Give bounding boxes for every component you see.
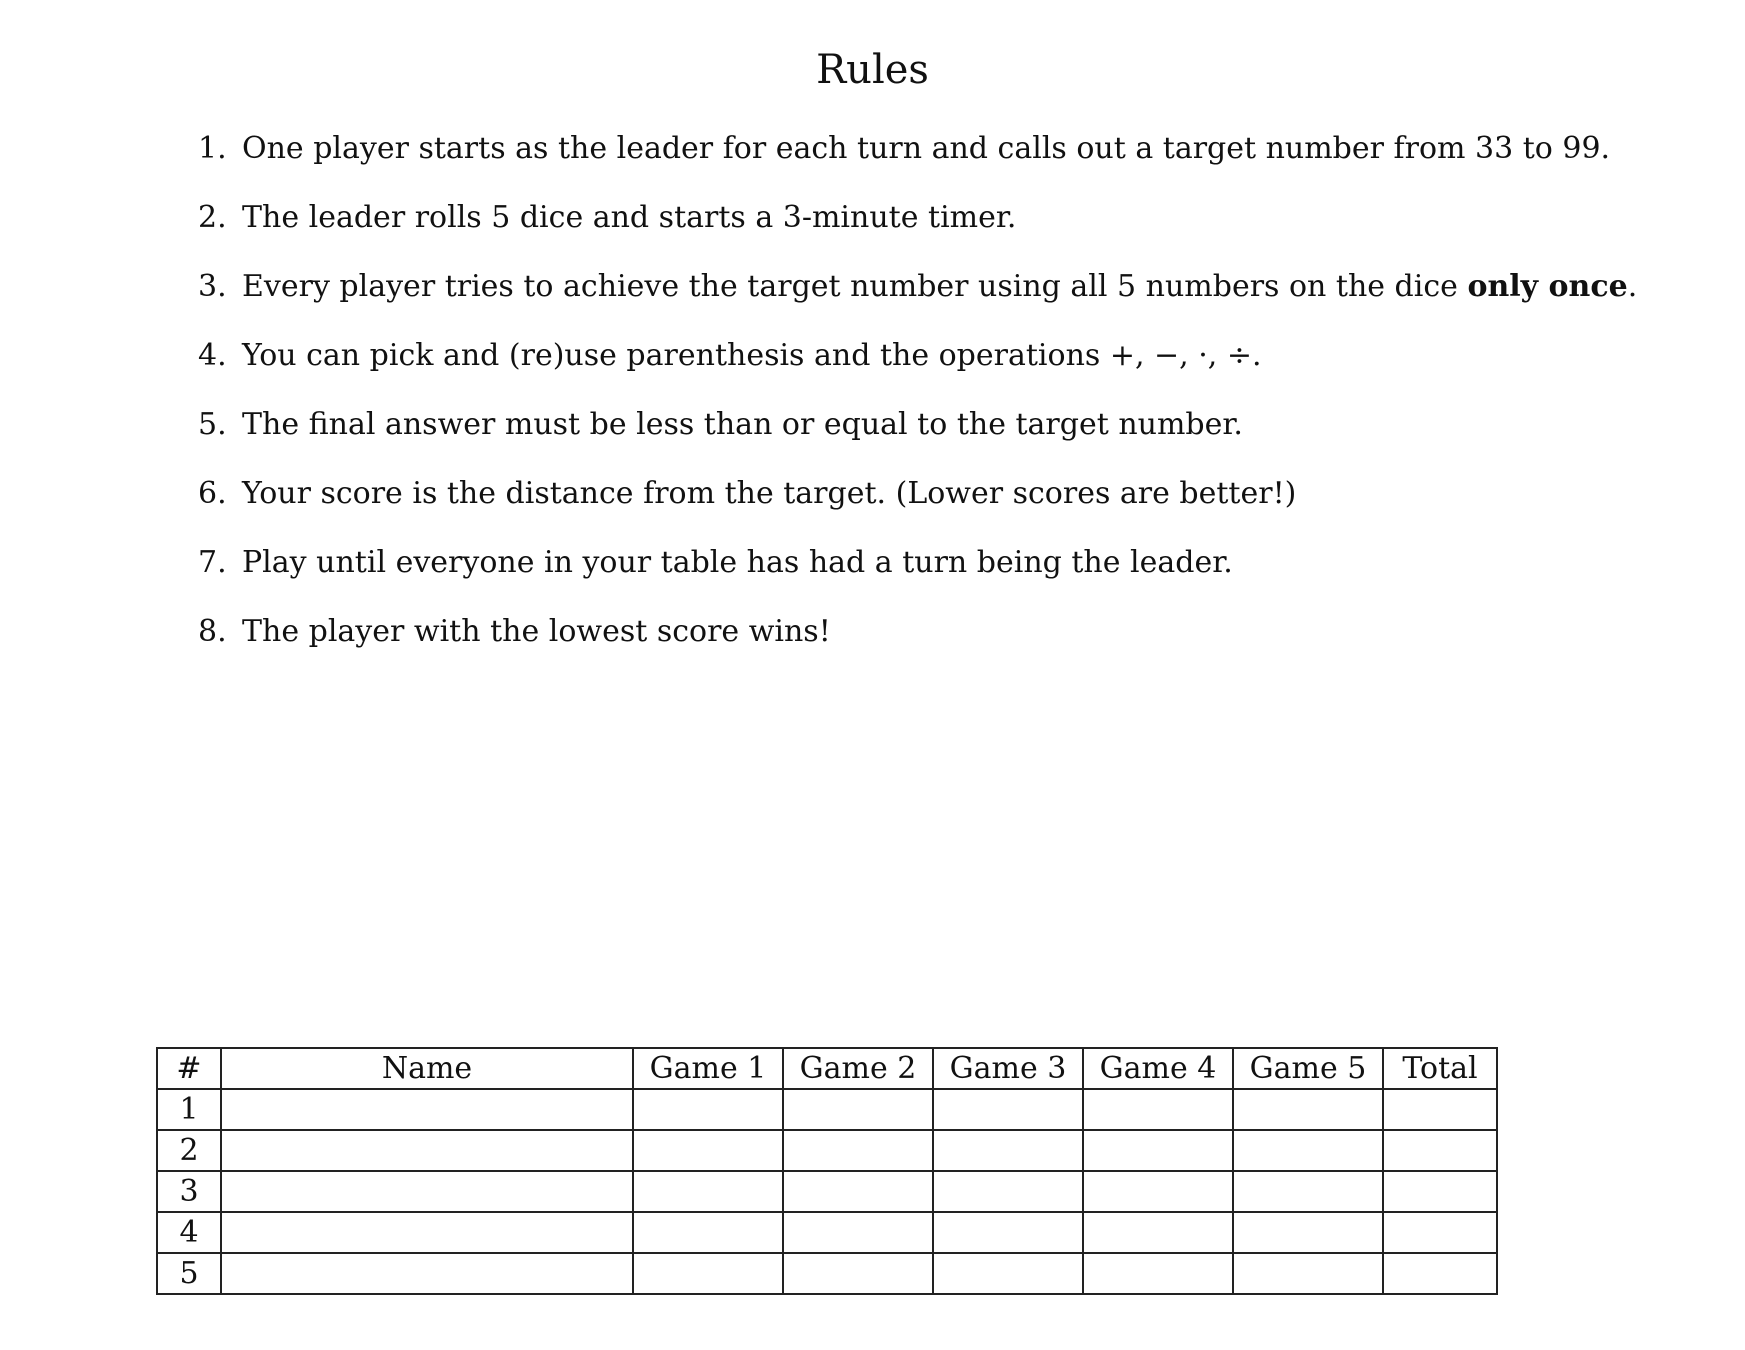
total-cell[interactable] bbox=[1383, 1130, 1497, 1171]
game-2-cell[interactable] bbox=[783, 1130, 933, 1171]
game-5-cell[interactable] bbox=[1233, 1171, 1383, 1212]
header-name: Name bbox=[221, 1048, 633, 1089]
total-cell[interactable] bbox=[1383, 1212, 1497, 1253]
game-2-cell[interactable] bbox=[783, 1089, 933, 1130]
table-row bbox=[157, 1212, 1497, 1253]
rule-item bbox=[198, 266, 1658, 335]
page-title: Rules bbox=[816, 47, 929, 93]
game-4-cell[interactable] bbox=[1083, 1253, 1233, 1294]
rule-text: The player with the lowest score wins! bbox=[242, 614, 831, 649]
rule-item bbox=[198, 542, 1658, 611]
rule-number: 2. bbox=[198, 200, 227, 235]
rule-text: You can pick and (re)use parenthesis and the operations +, −, ·, ÷. bbox=[242, 338, 1262, 373]
rule-text-part: Every player tries to achieve the target number using all 5 numbers on the dice bbox=[242, 269, 1468, 304]
game-4-cell[interactable] bbox=[1083, 1089, 1233, 1130]
rule-emphasis: only once bbox=[1467, 269, 1628, 304]
game-1-cell[interactable] bbox=[633, 1253, 783, 1294]
name-cell[interactable] bbox=[221, 1171, 633, 1212]
table-row bbox=[157, 1171, 1497, 1212]
game-5-cell[interactable] bbox=[1233, 1212, 1383, 1253]
header-game-4: Game 4 bbox=[1083, 1048, 1233, 1089]
score-table-header-row bbox=[157, 1048, 1497, 1089]
rule-text: Play until everyone in your table has had a turn being the leader. bbox=[242, 545, 1233, 580]
header-game-1: Game 1 bbox=[633, 1048, 783, 1089]
game-1-cell[interactable] bbox=[633, 1130, 783, 1171]
header-game-5: Game 5 bbox=[1233, 1048, 1383, 1089]
header-number: # bbox=[157, 1048, 221, 1089]
game-4-cell[interactable] bbox=[1083, 1212, 1233, 1253]
game-3-cell[interactable] bbox=[933, 1253, 1083, 1294]
rule-number: 1. bbox=[198, 131, 227, 166]
row-number: 3 bbox=[157, 1171, 221, 1212]
rule-number: 6. bbox=[198, 476, 227, 511]
rule-number: 7. bbox=[198, 545, 227, 580]
row-number: 5 bbox=[157, 1253, 221, 1294]
game-3-cell[interactable] bbox=[933, 1171, 1083, 1212]
game-3-cell[interactable] bbox=[933, 1212, 1083, 1253]
game-1-cell[interactable] bbox=[633, 1212, 783, 1253]
rules-list bbox=[198, 128, 1658, 680]
rule-item bbox=[198, 335, 1658, 404]
game-4-cell[interactable] bbox=[1083, 1171, 1233, 1212]
game-1-cell[interactable] bbox=[633, 1089, 783, 1130]
rule-text: The leader rolls 5 dice and starts a 3-minute timer. bbox=[242, 200, 1017, 235]
rule-text: One player starts as the leader for each turn and calls out a target number from 33 to 99. bbox=[242, 131, 1611, 166]
rule-text bbox=[242, 266, 1637, 308]
rule-item bbox=[198, 404, 1658, 473]
total-cell[interactable] bbox=[1383, 1171, 1497, 1212]
game-3-cell[interactable] bbox=[933, 1089, 1083, 1130]
name-cell[interactable] bbox=[221, 1089, 633, 1130]
total-cell[interactable] bbox=[1383, 1089, 1497, 1130]
total-cell[interactable] bbox=[1383, 1253, 1497, 1294]
row-number: 4 bbox=[157, 1212, 221, 1253]
game-2-cell[interactable] bbox=[783, 1253, 933, 1294]
rule-item bbox=[198, 611, 1658, 680]
score-table bbox=[156, 1047, 1498, 1295]
rule-text: The final answer must be less than or equal to the target number. bbox=[242, 407, 1243, 442]
name-cell[interactable] bbox=[221, 1130, 633, 1171]
game-1-cell[interactable] bbox=[633, 1171, 783, 1212]
rule-number: 4. bbox=[198, 338, 227, 373]
name-cell[interactable] bbox=[221, 1212, 633, 1253]
game-5-cell[interactable] bbox=[1233, 1253, 1383, 1294]
game-3-cell[interactable] bbox=[933, 1130, 1083, 1171]
header-game-2: Game 2 bbox=[783, 1048, 933, 1089]
rule-number: 8. bbox=[198, 614, 227, 649]
game-4-cell[interactable] bbox=[1083, 1130, 1233, 1171]
row-number: 1 bbox=[157, 1089, 221, 1130]
table-row bbox=[157, 1130, 1497, 1171]
row-number: 2 bbox=[157, 1130, 221, 1171]
rule-number: 3. bbox=[198, 269, 227, 304]
game-5-cell[interactable] bbox=[1233, 1089, 1383, 1130]
name-cell[interactable] bbox=[221, 1253, 633, 1294]
game-2-cell[interactable] bbox=[783, 1171, 933, 1212]
rule-item bbox=[198, 197, 1658, 266]
table-row bbox=[157, 1089, 1497, 1130]
game-2-cell[interactable] bbox=[783, 1212, 933, 1253]
game-5-cell[interactable] bbox=[1233, 1130, 1383, 1171]
header-game-3: Game 3 bbox=[933, 1048, 1083, 1089]
table-row bbox=[157, 1253, 1497, 1294]
rule-text-part: . bbox=[1627, 269, 1638, 304]
rule-item bbox=[198, 473, 1658, 542]
header-total: Total bbox=[1383, 1048, 1497, 1089]
rule-number: 5. bbox=[198, 407, 227, 442]
rule-text: Your score is the distance from the target. (Lower scores are better!) bbox=[242, 476, 1297, 511]
rule-item bbox=[198, 128, 1658, 197]
